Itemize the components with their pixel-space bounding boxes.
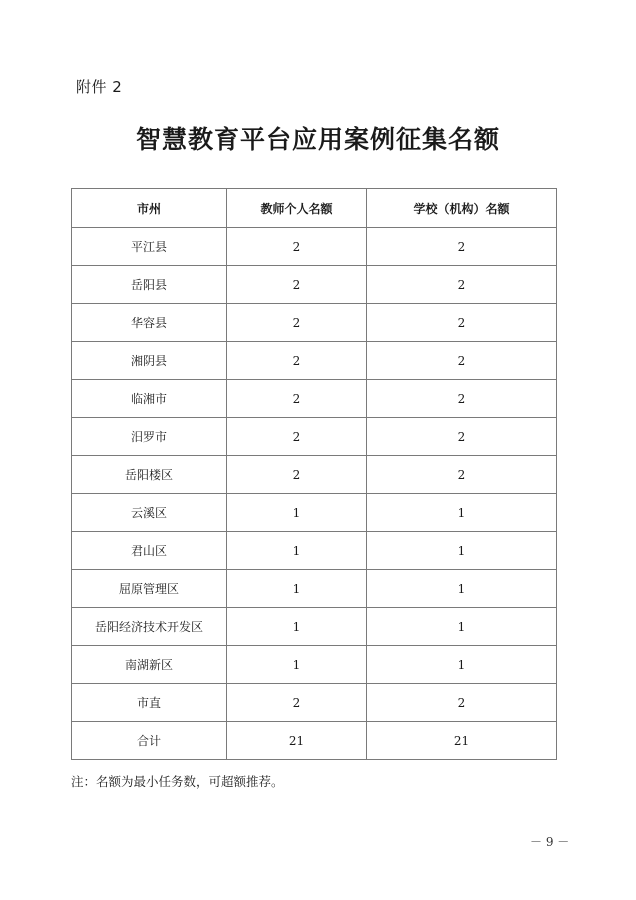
table-row [72,570,557,608]
school-quota-cell: 2 [367,456,557,494]
quota-table [71,188,557,760]
school-quota-cell: 2 [367,266,557,304]
region-cell: 平江县 [72,228,227,266]
table-row [72,456,557,494]
region-cell: 华容县 [72,304,227,342]
school-quota-cell: 2 [367,380,557,418]
table-row [72,494,557,532]
footnote: 注：名额为最小任务数，可超额推荐。 [71,774,284,789]
school-quota-cell: 1 [367,646,557,684]
teacher-quota-cell: 1 [227,608,367,646]
region-cell: 临湘市 [72,380,227,418]
total-school-quota-cell: 21 [367,722,557,760]
teacher-quota-cell: 2 [227,228,367,266]
school-quota-cell: 1 [367,608,557,646]
region-cell: 汨罗市 [72,418,227,456]
table-row [72,342,557,380]
teacher-quota-cell: 2 [227,418,367,456]
region-cell: 岳阳县 [72,266,227,304]
school-quota-cell: 1 [367,494,557,532]
teacher-quota-cell: 2 [227,684,367,722]
table-total-row [72,722,557,760]
region-cell: 君山区 [72,532,227,570]
table-row [72,228,557,266]
teacher-quota-cell: 2 [227,342,367,380]
school-quota-cell: 2 [367,418,557,456]
teacher-quota-cell: 1 [227,570,367,608]
teacher-quota-cell: 2 [227,456,367,494]
page-number: － 9 － [530,835,570,849]
school-quota-cell: 2 [367,684,557,722]
table-row [72,608,557,646]
attachment-label: 附件 2 [76,78,123,96]
table-row [72,418,557,456]
table-row [72,380,557,418]
region-cell: 岳阳楼区 [72,456,227,494]
school-quota-cell: 2 [367,342,557,380]
region-cell: 屈原管理区 [72,570,227,608]
region-cell: 湘阴县 [72,342,227,380]
total-teacher-quota-cell: 21 [227,722,367,760]
school-quota-cell: 2 [367,228,557,266]
table-row [72,266,557,304]
school-quota-cell: 1 [367,570,557,608]
table-row [72,304,557,342]
header-teacher-quota: 教师个人名额 [227,189,367,228]
teacher-quota-cell: 2 [227,380,367,418]
total-label-cell: 合计 [72,722,227,760]
region-cell: 市直 [72,684,227,722]
header-region: 市州 [72,189,227,228]
table-row [72,646,557,684]
teacher-quota-cell: 1 [227,494,367,532]
region-cell: 岳阳经济技术开发区 [72,608,227,646]
table-row [72,684,557,722]
teacher-quota-cell: 1 [227,646,367,684]
teacher-quota-cell: 2 [227,266,367,304]
document-title: 智慧教育平台应用案例征集名额 [135,125,500,154]
teacher-quota-cell: 2 [227,304,367,342]
header-school-quota: 学校（机构）名额 [367,189,557,228]
table-row [72,532,557,570]
region-cell: 南湖新区 [72,646,227,684]
teacher-quota-cell: 1 [227,532,367,570]
table-header-row [72,189,557,228]
school-quota-cell: 2 [367,304,557,342]
region-cell: 云溪区 [72,494,227,532]
school-quota-cell: 1 [367,532,557,570]
